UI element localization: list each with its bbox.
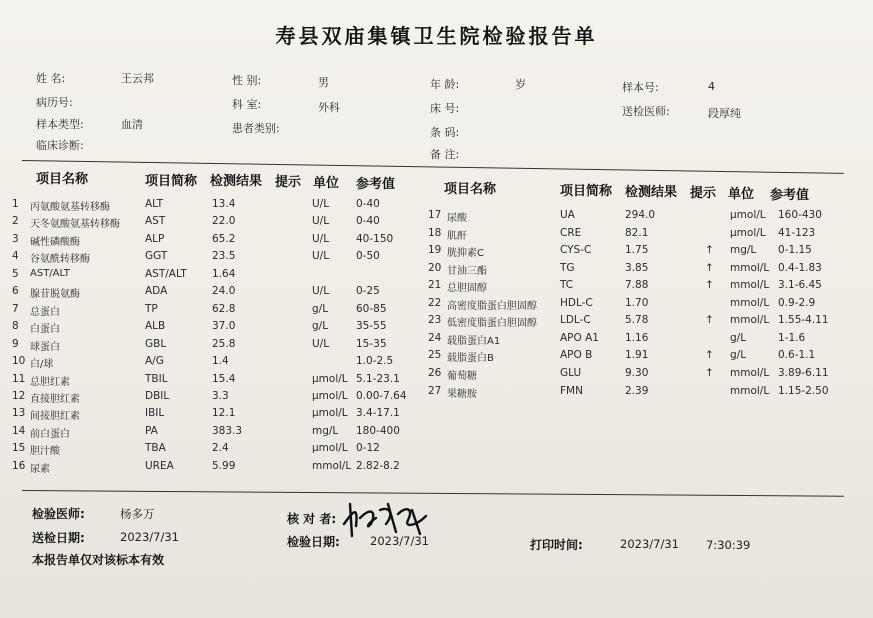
- item-result: 5.99: [212, 459, 236, 472]
- patient-gender: 男: [318, 76, 329, 89]
- item-reference: 0.9-2.9: [778, 296, 816, 309]
- item-abbr: LDL-C: [560, 314, 591, 327]
- item-unit: mmol/L: [730, 314, 770, 327]
- tester-name: 杨多万: [120, 507, 155, 521]
- item-result: 15.4: [212, 372, 236, 385]
- item-abbr: FMN: [560, 384, 583, 397]
- col-abbr-header: 项目简称: [145, 174, 198, 189]
- sample-type-label: 样本类型:: [36, 118, 84, 131]
- row-number: 12: [12, 389, 26, 402]
- item-name: 葡萄糖: [447, 370, 477, 382]
- row-number: 1: [12, 198, 19, 210]
- item-reference: 1.15-2.50: [778, 384, 829, 397]
- print-time-label: 打印时间:: [530, 538, 583, 552]
- item-result: 383.3: [212, 424, 243, 437]
- diagnosis-label: 临床诊断:: [36, 139, 84, 152]
- item-flag: ↑: [705, 279, 714, 292]
- patient-age: 岁: [515, 78, 526, 91]
- item-result: 13.4: [212, 198, 236, 210]
- row-number: 15: [12, 442, 26, 455]
- item-unit: μmol/L: [312, 372, 348, 385]
- row-number: 7: [12, 302, 19, 315]
- item-reference: 0.00-7.64: [356, 389, 407, 402]
- item-reference: 180-400: [356, 424, 400, 437]
- item-unit: U/L: [312, 250, 330, 263]
- item-abbr: IBIL: [145, 407, 165, 420]
- item-reference: 1.55-4.11: [778, 314, 829, 327]
- item-unit: U/L: [312, 285, 330, 298]
- item-result: 82.1: [625, 226, 649, 239]
- item-result: 65.2: [212, 232, 236, 245]
- item-reference: 3.89-6.11: [778, 366, 829, 379]
- col-unit-header: 单位: [728, 187, 755, 202]
- dept: 外科: [318, 101, 340, 114]
- item-unit: mmol/L: [730, 296, 770, 309]
- item-abbr: ALB: [145, 320, 166, 333]
- item-result: 25.8: [212, 337, 236, 350]
- row-number: 26: [428, 366, 442, 379]
- item-reference: 0-40: [356, 198, 380, 210]
- item-abbr: CRE: [560, 226, 582, 239]
- item-abbr: A/G: [145, 355, 164, 368]
- test-date: 2023/7/31: [370, 534, 429, 548]
- print-time: 7:30:39: [706, 538, 751, 552]
- item-name: AST/ALT: [30, 267, 70, 279]
- row-number: 21: [428, 279, 442, 292]
- item-name: 载脂蛋白B: [447, 353, 494, 365]
- item-name: 腺苷脱氨酶: [30, 289, 80, 301]
- col-abbr-header: 项目简称: [560, 184, 613, 199]
- row-number: 18: [428, 226, 442, 239]
- item-result: 3.3: [212, 389, 229, 402]
- dept-label: 科 室:: [232, 98, 262, 111]
- item-result: 2.39: [625, 384, 649, 397]
- item-name: 间接胆红素: [30, 411, 80, 423]
- item-result: 12.1: [212, 407, 236, 420]
- item-name: 白/球: [30, 359, 54, 371]
- row-number: 8: [12, 320, 19, 333]
- item-reference: 60-85: [356, 302, 387, 315]
- item-reference: 1.0-2.5: [356, 355, 394, 368]
- col-flag-header: 提示: [690, 186, 717, 201]
- row-number: 22: [428, 296, 442, 309]
- item-result: 2.4: [212, 442, 229, 455]
- row-number: 17: [428, 209, 442, 221]
- item-abbr: ALP: [145, 232, 165, 245]
- item-abbr: AST: [145, 215, 166, 228]
- item-unit: mmol/L: [730, 366, 770, 379]
- item-abbr: PA: [145, 424, 158, 437]
- row-number: 9: [12, 337, 19, 350]
- item-name: 白蛋白: [30, 324, 60, 336]
- item-reference: 2.82-8.2: [356, 459, 400, 472]
- doctor-label: 送检医师:: [622, 105, 670, 118]
- item-name: 甘油三酯: [447, 265, 487, 277]
- item-name: 球蛋白: [30, 341, 60, 353]
- item-flag: ↑: [705, 244, 714, 257]
- send-date: 2023/7/31: [120, 530, 179, 544]
- sample-no: 4: [708, 80, 715, 93]
- row-number: 14: [12, 424, 26, 437]
- item-reference: 1-1.6: [778, 331, 806, 344]
- item-reference: 5.1-23.1: [356, 372, 400, 385]
- item-abbr: APO A1: [560, 331, 599, 344]
- row-number: 23: [428, 314, 442, 327]
- record-label: 病历号:: [36, 96, 73, 109]
- report-title: 寿县双庙集镇卫生院检验报告单: [275, 24, 598, 48]
- item-unit: g/L: [730, 349, 747, 362]
- item-abbr: ADA: [145, 285, 168, 298]
- item-name: 低密度脂蛋白胆固醇: [447, 318, 537, 330]
- row-number: 2: [12, 215, 19, 228]
- bed-label: 床 号:: [430, 102, 460, 115]
- item-reference: 0.6-1.1: [778, 349, 816, 362]
- item-abbr: TBA: [145, 442, 166, 455]
- patient-type-label: 患者类别:: [232, 122, 280, 135]
- item-unit: mg/L: [312, 424, 339, 437]
- age-label: 年 龄:: [430, 78, 460, 91]
- item-abbr: GBL: [145, 337, 167, 350]
- item-unit: μmol/L: [312, 442, 348, 455]
- validity-note: 本报告单仅对该标本有效: [32, 553, 165, 567]
- item-result: 1.64: [212, 267, 236, 280]
- item-name: 谷氨酰转移酶: [30, 254, 90, 266]
- item-abbr: APO B: [560, 349, 593, 362]
- test-date-label: 检验日期:: [287, 535, 340, 549]
- barcode-label: 条 码:: [430, 126, 460, 139]
- patient-name: 王云邦: [121, 72, 154, 85]
- item-reference: 15-35: [356, 337, 387, 350]
- item-name: 前白蛋白: [30, 428, 70, 440]
- item-reference: 0-50: [356, 250, 380, 263]
- name-label: 姓 名:: [36, 72, 66, 85]
- item-result: 7.88: [625, 279, 649, 292]
- row-number: 3: [12, 232, 19, 245]
- row-number: 13: [12, 407, 26, 420]
- item-unit: mmol/L: [730, 261, 770, 274]
- item-abbr: TBIL: [145, 372, 168, 385]
- row-number: 10: [12, 355, 26, 368]
- item-unit: U/L: [312, 215, 330, 228]
- item-abbr: UREA: [145, 459, 174, 472]
- item-result: 1.4: [212, 355, 229, 368]
- item-abbr: CYS-C: [560, 244, 592, 257]
- item-abbr: UA: [560, 209, 575, 221]
- item-reference: 40-150: [356, 232, 394, 245]
- row-number: 24: [428, 331, 442, 344]
- row-number: 11: [12, 372, 26, 385]
- item-abbr: GGT: [145, 250, 168, 263]
- item-result: 22.0: [212, 215, 236, 228]
- item-result: 294.0: [625, 209, 656, 221]
- item-name: 碱性磷酸酶: [30, 236, 80, 248]
- item-abbr: DBIL: [145, 389, 170, 402]
- item-reference: 0-40: [356, 215, 380, 228]
- item-flag: ↑: [705, 349, 714, 362]
- item-name: 总胆红素: [30, 376, 70, 388]
- item-name: 直接胆红素: [30, 393, 80, 405]
- item-unit: g/L: [730, 331, 747, 344]
- item-name: 胱抑素C: [447, 248, 484, 260]
- row-number: 20: [428, 261, 442, 274]
- tester-label: 检验医师:: [32, 507, 85, 521]
- item-abbr: ALT: [145, 198, 164, 210]
- item-name: 天冬氨酸氨基转移酶: [30, 219, 120, 231]
- item-name: 肌酐: [447, 230, 467, 242]
- item-name: 载脂蛋白A1: [447, 335, 501, 347]
- item-flag: ↑: [705, 261, 714, 274]
- sample-type: 血清: [121, 118, 143, 131]
- item-reference: 0-1.15: [778, 244, 812, 257]
- col-ref-header: 参考值: [356, 177, 396, 192]
- item-result: 1.70: [625, 296, 649, 309]
- item-reference: 0-12: [356, 442, 380, 455]
- item-name: 总胆固醇: [447, 283, 487, 295]
- item-abbr: TP: [145, 302, 158, 315]
- item-result: 1.75: [625, 244, 649, 257]
- item-unit: μmol/L: [730, 226, 766, 239]
- row-number: 16: [12, 459, 26, 472]
- item-result: 1.91: [625, 349, 649, 362]
- item-reference: 0.4-1.83: [778, 261, 822, 274]
- col-name-header: 项目名称: [36, 172, 89, 187]
- col-result-header: 检测结果: [625, 185, 678, 200]
- item-reference: 0-25: [356, 285, 380, 298]
- item-unit: U/L: [312, 198, 330, 210]
- item-unit: U/L: [312, 337, 330, 350]
- item-result: 24.0: [212, 285, 236, 298]
- send-date-label: 送检日期:: [32, 531, 85, 545]
- item-unit: mmol/L: [312, 459, 352, 472]
- item-result: 9.30: [625, 366, 649, 379]
- item-unit: μmol/L: [730, 209, 766, 221]
- item-abbr: TG: [560, 261, 575, 274]
- item-result: 62.8: [212, 302, 236, 315]
- row-number: 25: [428, 349, 442, 362]
- item-result: 5.78: [625, 314, 649, 327]
- item-result: 3.85: [625, 261, 649, 274]
- item-unit: U/L: [312, 232, 330, 245]
- item-unit: g/L: [312, 320, 329, 333]
- doctor: 段厚纯: [708, 107, 741, 120]
- col-result-header: 检测结果: [210, 174, 263, 189]
- remark-label: 备 注:: [430, 148, 460, 161]
- item-name: 尿酸: [447, 213, 467, 224]
- item-name: 丙氨酸氨基转移酶: [30, 202, 110, 213]
- row-number: 6: [12, 285, 19, 298]
- item-reference: 160-430: [778, 209, 822, 221]
- item-abbr: TC: [560, 279, 574, 292]
- col-unit-header: 单位: [313, 176, 340, 191]
- item-name: 胆汁酸: [30, 446, 60, 458]
- col-name-header: 项目名称: [444, 182, 497, 197]
- item-abbr: HDL-C: [560, 296, 593, 309]
- item-result: 23.5: [212, 250, 236, 263]
- handwritten-signature: [336, 496, 436, 540]
- print-date: 2023/7/31: [620, 537, 679, 551]
- sample-no-label: 样本号:: [622, 81, 659, 94]
- item-name: 高密度脂蛋白胆固醇: [447, 300, 537, 312]
- row-number: 19: [428, 244, 442, 257]
- item-abbr: AST/ALT: [145, 267, 187, 280]
- item-unit: mmol/L: [730, 384, 770, 397]
- col-ref-header: 参考值: [770, 188, 810, 203]
- item-unit: μmol/L: [312, 389, 348, 402]
- item-result: 37.0: [212, 320, 236, 333]
- item-result: 1.16: [625, 331, 649, 344]
- row-number: 4: [12, 250, 19, 263]
- item-name: 尿素: [30, 463, 50, 475]
- row-number: 5: [12, 267, 19, 280]
- item-reference: 3.1-6.45: [778, 279, 822, 292]
- item-reference: 3.4-17.1: [356, 407, 400, 420]
- item-abbr: GLU: [560, 366, 582, 379]
- item-reference: 41-123: [778, 226, 816, 239]
- item-unit: μmol/L: [312, 407, 348, 420]
- gender-label: 性 别:: [232, 74, 262, 87]
- checker-label: 核 对 者:: [287, 512, 337, 526]
- col-flag-header: 提示: [275, 175, 302, 190]
- item-flag: ↑: [705, 366, 714, 379]
- item-name: 总蛋白: [30, 306, 60, 318]
- item-reference: 35-55: [356, 320, 387, 333]
- item-flag: ↑: [705, 314, 714, 327]
- item-unit: g/L: [312, 302, 329, 315]
- item-unit: mmol/L: [730, 279, 770, 292]
- item-name: 果糖胺: [447, 388, 477, 400]
- row-number: 27: [428, 384, 442, 397]
- item-unit: mg/L: [730, 244, 757, 257]
